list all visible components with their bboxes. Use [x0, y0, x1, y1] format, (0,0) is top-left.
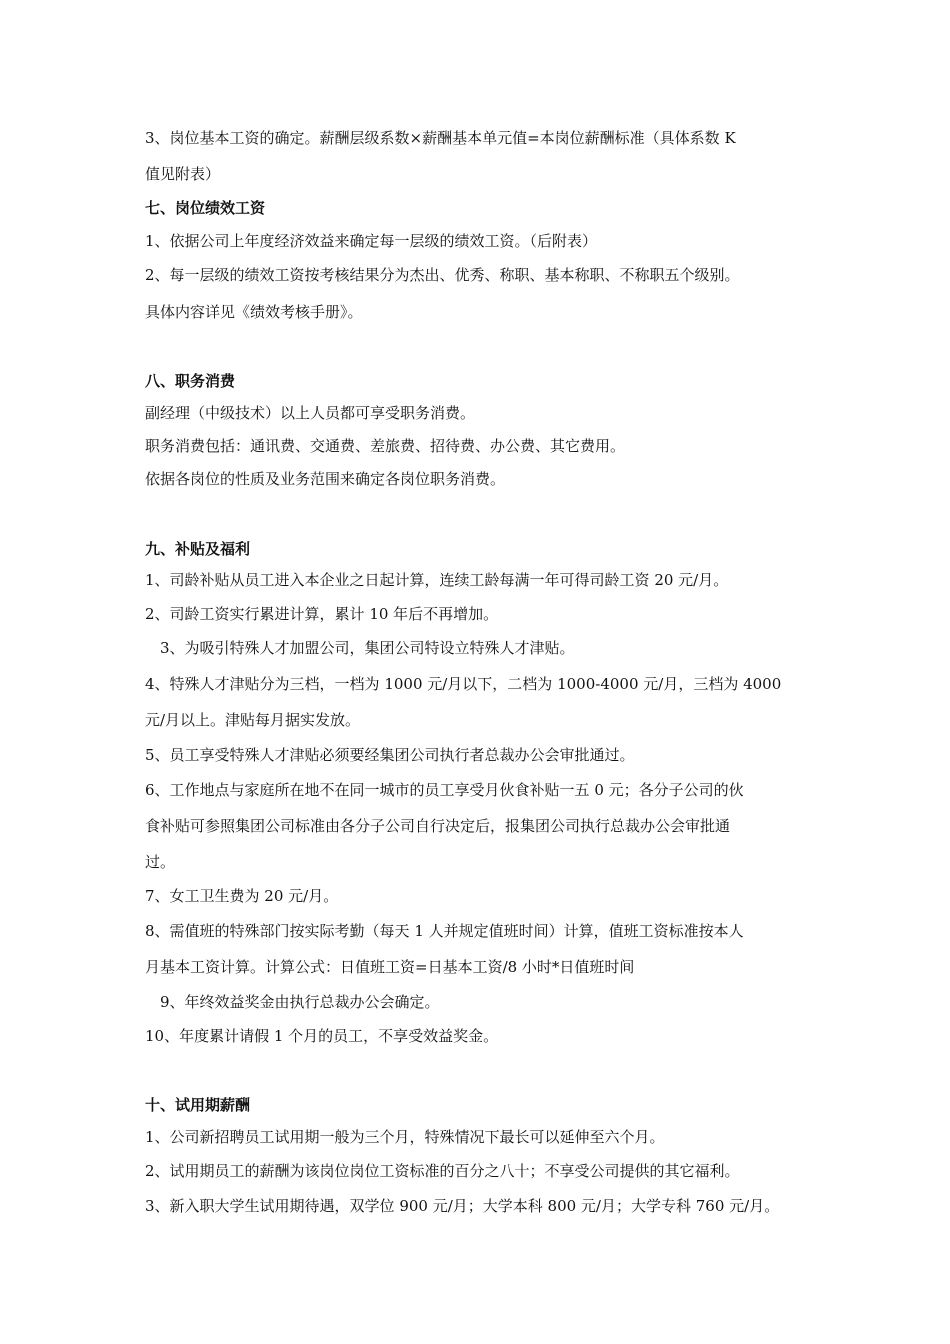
paragraph: 具体内容详见《绩效考核手册》。	[145, 303, 363, 321]
section-heading-9: 九、补贴及福利	[145, 540, 251, 558]
section-heading-8: 八、职务消费	[145, 372, 236, 390]
paragraph: 元/月以上。津贴每月据实发放。	[145, 711, 361, 729]
paragraph: 食补贴可参照集团公司标准由各分子公司自行决定后，报集团公司执行总裁办公会审批通	[145, 817, 731, 835]
paragraph: 1、司龄补贴从员工进入本企业之日起计算，连续工龄每满一年可得司龄工资 20 元/月。	[145, 571, 729, 589]
paragraph: 1、依据公司上年度经济效益来确定每一层级的绩效工资。（后附表）	[145, 232, 598, 250]
paragraph: 3、为吸引特殊人才加盟公司，集团公司特设立特殊人才津贴。	[160, 639, 575, 657]
paragraph: 10、年度累计请假 1 个月的员工，不享受效益奖金。	[145, 1027, 499, 1045]
paragraph: 7、女工卫生费为 20 元/月。	[145, 887, 339, 905]
paragraph: 3、岗位基本工资的确定。薪酬层级系数×薪酬基本单元值=本岗位薪酬标准（具体系数 K	[145, 129, 736, 147]
paragraph: 3、新入职大学生试用期待遇，双学位 900 元/月；大学本科 800 元/月；大学专科 760 元/月。	[145, 1197, 780, 1215]
paragraph: 4、特殊人才津贴分为三档，一档为 1000 元/月以下，二档为 1000-4000 元/月，三档为 4000	[145, 675, 782, 693]
paragraph: 5、员工享受特殊人才津贴必须要经集团公司执行者总裁办公会审批通过。	[145, 746, 635, 764]
paragraph: 1、公司新招聘员工试用期一般为三个月，特殊情况下最长可以延伸至六个月。	[145, 1128, 665, 1146]
paragraph: 依据各岗位的性质及业务范围来确定各岗位职务消费。	[145, 470, 506, 488]
section-heading-7: 七、岗位绩效工资	[145, 199, 266, 217]
paragraph: 职务消费包括：通讯费、交通费、差旅费、招待费、办公费、其它费用。	[145, 437, 626, 455]
paragraph: 值见附表）	[145, 165, 221, 183]
paragraph: 过。	[145, 853, 176, 871]
paragraph: 8、需值班的特殊部门按实际考勤（每天 1 人并规定值班时间）计算，值班工资标准按本人	[145, 922, 744, 940]
paragraph: 2、每一层级的绩效工资按考核结果分为杰出、优秀、称职、基本称职、不称职五个级别。	[145, 266, 740, 284]
paragraph: 2、司龄工资实行累进计算，累计 10 年后不再增加。	[145, 605, 499, 623]
paragraph: 月基本工资计算。计算公式：日值班工资=日基本工资/8 小时*日值班时间	[145, 958, 635, 976]
paragraph: 2、试用期员工的薪酬为该岗位岗位工资标准的百分之八十；不享受公司提供的其它福利。	[145, 1162, 740, 1180]
paragraph: 6、工作地点与家庭所在地不在同一城市的员工享受月伙食补贴一五 0 元；各分子公司的伙	[145, 781, 744, 799]
paragraph: 9、年终效益奖金由执行总裁办公会确定。	[160, 993, 440, 1011]
paragraph: 副经理（中级技术）以上人员都可享受职务消费。	[145, 404, 476, 422]
section-heading-10: 十、试用期薪酬	[145, 1096, 251, 1114]
